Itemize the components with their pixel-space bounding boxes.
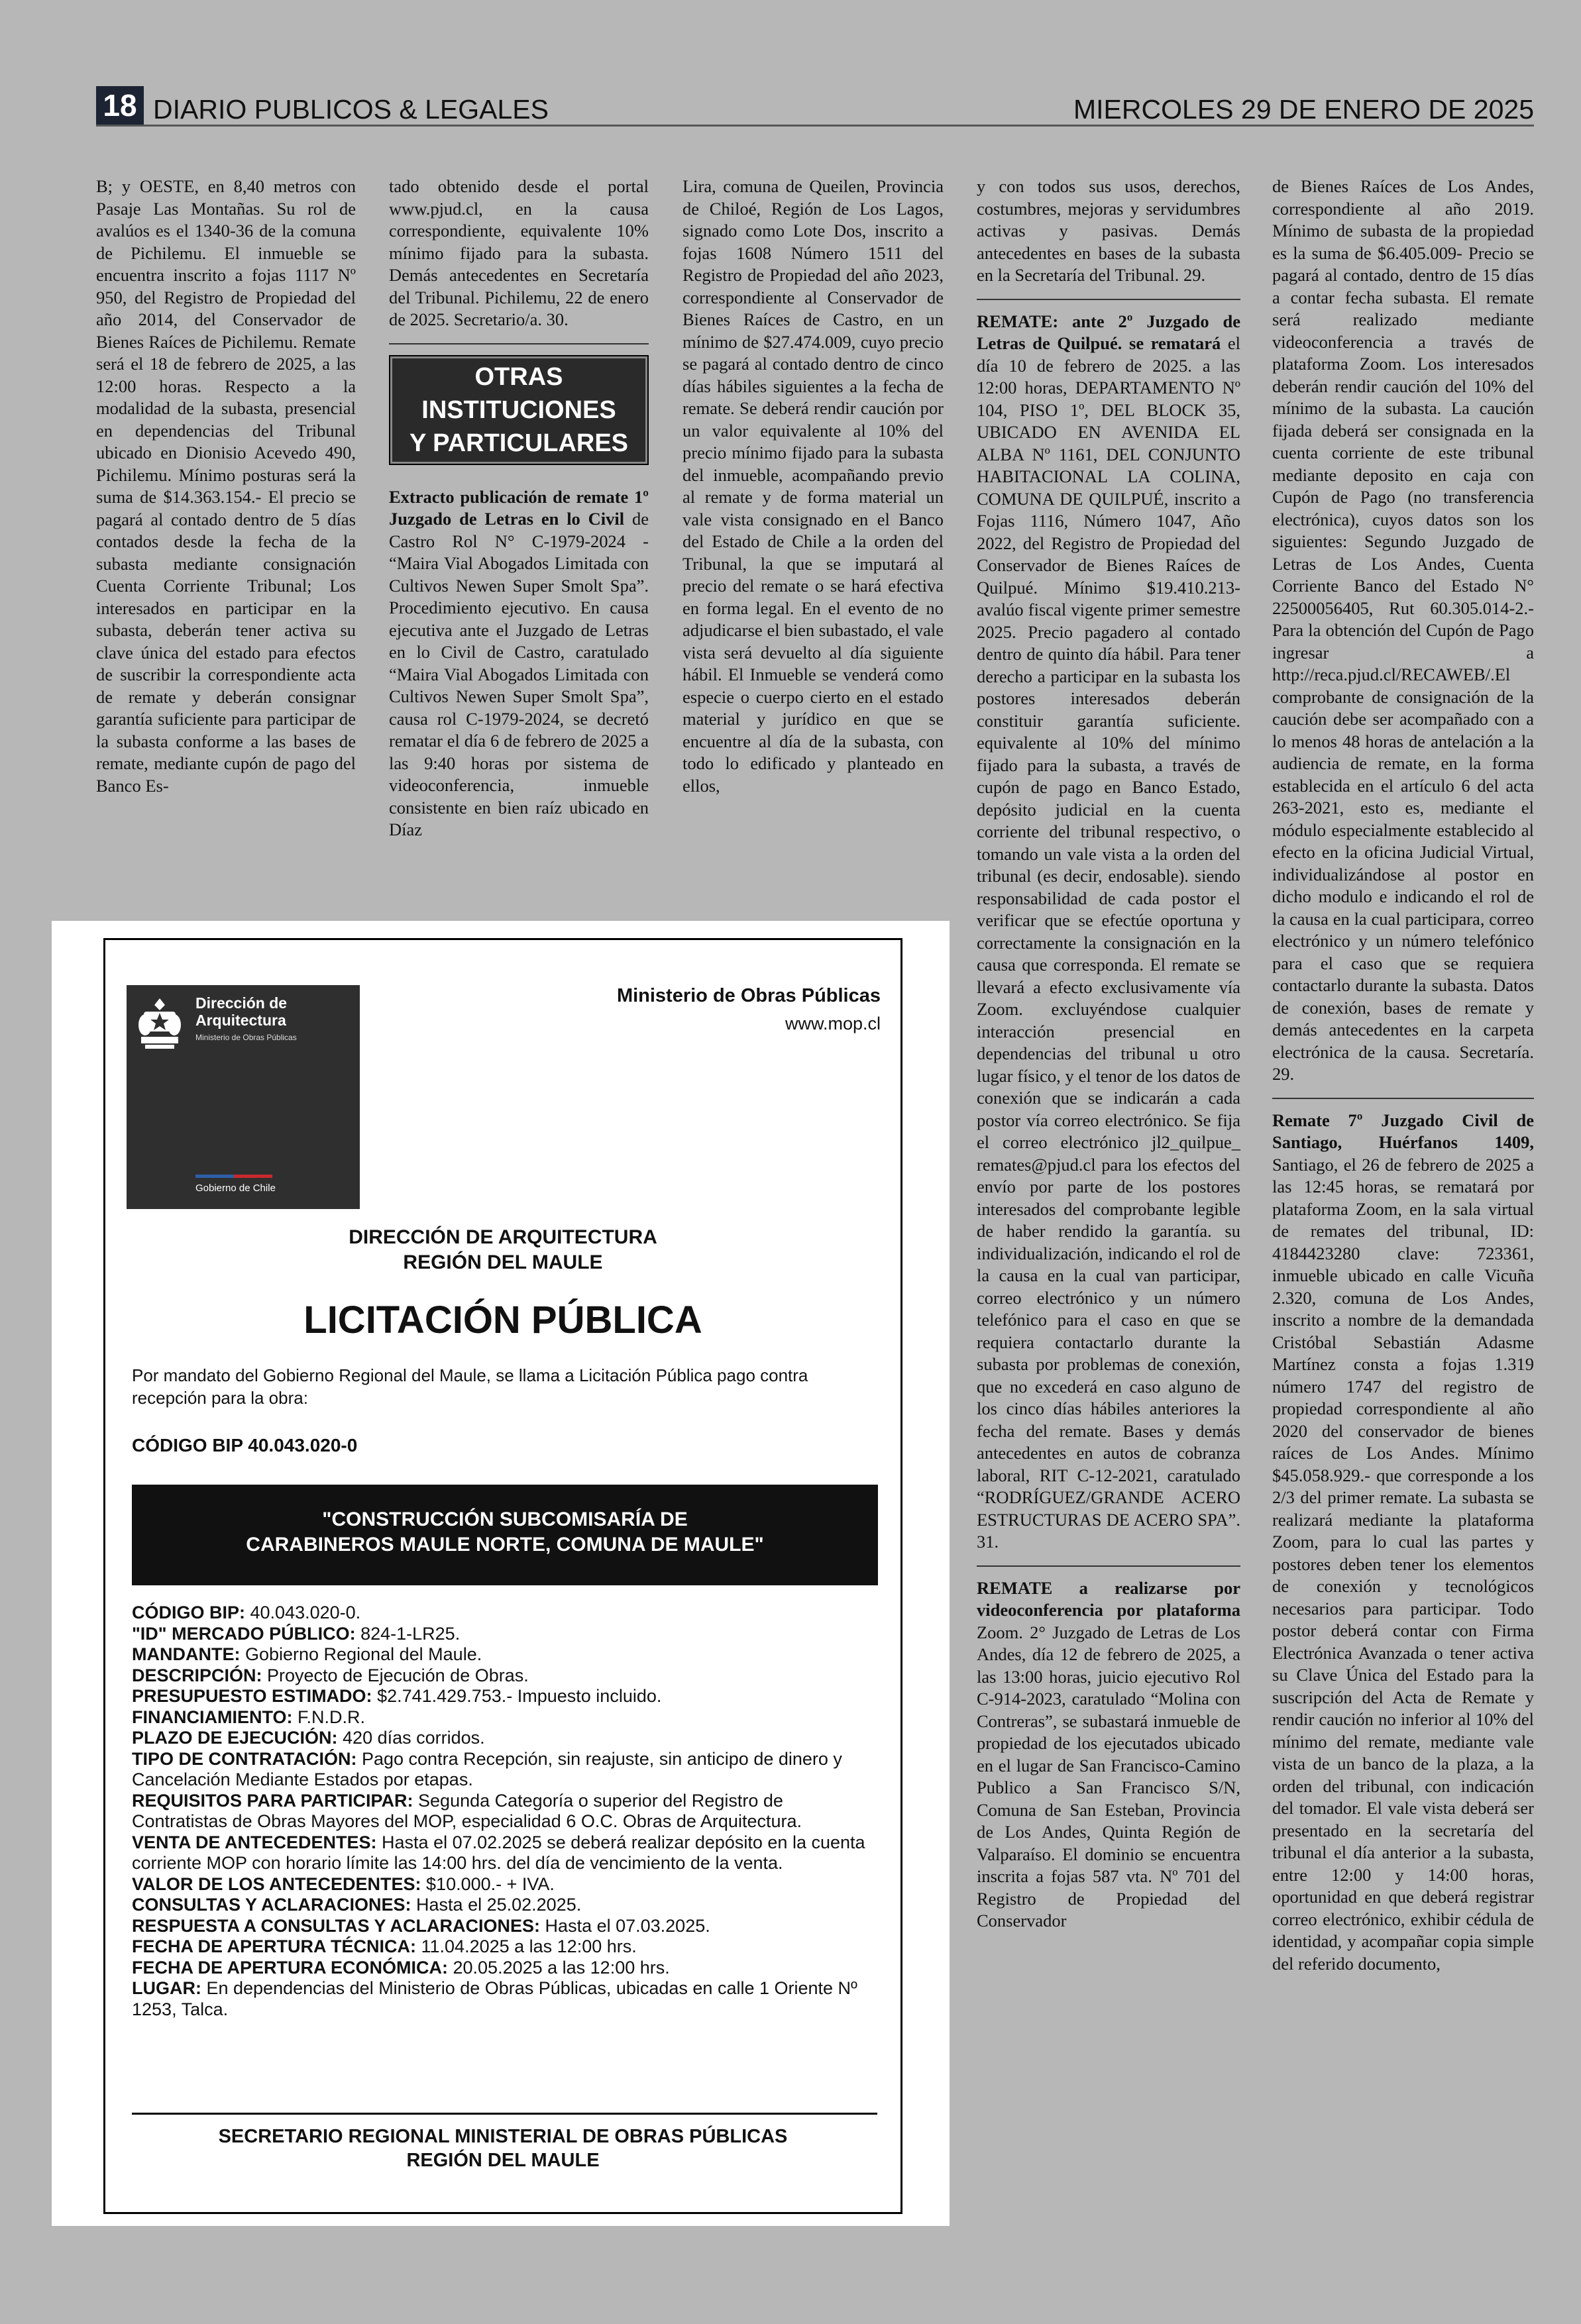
detail-value: 20.05.2025 a las 12:00 hrs. xyxy=(448,1957,670,1978)
detail-value: Hasta el 07.02.2025 se deberá realizar depósito en la cuenta corriente MOP con horario límite las 14:00 hrs. del día de vencimiento de la venta. xyxy=(132,1832,865,1873)
flag-stripe-red xyxy=(234,1175,272,1178)
flag-stripe-blue xyxy=(195,1175,234,1178)
government-label: Gobierno de Chile xyxy=(195,1183,276,1194)
ad-main-title: LICITACIÓN PÚBLICA xyxy=(303,1298,702,1342)
notice-text: B; y OESTE, en 8,40 metros con Pasaje Las Montañas. Su rol de avalúos es el 1340-36 de la comuna de Pichilemu. El inmueble se encuentra inscrito a fojas 1117 Nº 950, del Registro de Propiedad del año 2014, del Conservador de Bienes Raíces de Pichilemu. Remate será el 18 de febrero de 2025, a las 12:00 horas. Respecto a la modalidad de la subasta, presencial en dependencias del Tribunal ubicado en Dionisio Acevedo 490, Pichilemu. Mínimo posturas será la suma de $14.363.154.- El precio se pagará al contado dentro de 5 días contados desde la fecha de la subasta mediante consignación Cuenta Corriente Tribunal; Los interesados en participar en la subasta, deberán tener activa su clave única del estado para efectos de suscribir la correspondiente acta de remate y deberán consignar garantía suficiente para participar de la subasta conforme a las bases de remate, mediante cupón de pago del Banco Es- xyxy=(96,176,356,796)
tender-detail-row xyxy=(132,1728,877,1749)
tender-detail-row xyxy=(132,1603,877,1624)
detail-label: PLAZO DE EJECUCIÓN: xyxy=(132,1728,338,1748)
notice-text xyxy=(389,486,649,841)
signature-region: REGIÓN DEL MAULE xyxy=(406,2150,600,2171)
logo-title: Dirección de Arquitectura xyxy=(195,994,288,1029)
logo-subtitle: Ministerio de Obras Públicas xyxy=(195,1033,297,1042)
tender-detail-row xyxy=(132,1958,877,1979)
notice-text xyxy=(977,1577,1240,1932)
column-1 xyxy=(96,176,356,797)
divider xyxy=(1272,1098,1534,1099)
detail-label: CONSULTAS Y ACLARACIONES: xyxy=(132,1895,411,1915)
tender-detail-row xyxy=(132,1936,877,1958)
tender-detail-row xyxy=(132,1916,877,1937)
detail-label: FECHA DE APERTURA ECONÓMICA: xyxy=(132,1957,448,1978)
tender-detail-row xyxy=(132,1832,877,1874)
detail-label: MANDANTE: xyxy=(132,1644,241,1664)
tender-detail-row xyxy=(132,1874,877,1895)
detail-label: VENTA DE ANTECEDENTES: xyxy=(132,1832,377,1852)
divider xyxy=(977,299,1240,300)
detail-value: 824-1-LR25. xyxy=(355,1623,461,1644)
project-banner xyxy=(132,1485,878,1585)
tender-detail-row xyxy=(132,1978,877,2020)
tender-details xyxy=(132,1603,877,2020)
column-2 xyxy=(389,176,649,841)
detail-label: CÓDIGO BIP: xyxy=(132,1603,246,1622)
ad-frame xyxy=(103,938,902,2214)
detail-value: F.N.D.R. xyxy=(292,1707,366,1727)
notice-text xyxy=(977,311,1240,1554)
notice-body: de Castro Rol N° C-1979-2024 - “Maira Vial Abogados Limitada con Cultivos Newen Super Smolt Spa”. Procedimiento ejecutivo. En causa ejecutiva ante el Juzgado de Letras en lo Civil de Castro, caratulado “Maira Vial Abogados Limitada con Cultivos Newen Super Smolt Spa”, causa rol C-1979-2024, se decretó rematar el día 6 de febrero de 2025 a las 9:40 horas por sistema de videoconferencia, inmueble consistente en bien raíz ubicado en Díaz xyxy=(389,509,649,839)
project-name-line: CARABINEROS MAULE NORTE, COMUNA DE MAULE" xyxy=(246,1534,764,1556)
advertisement xyxy=(52,921,950,2226)
notice-lead: REMATE a realizarse por videoconferencia por plataforma xyxy=(977,1577,1240,1620)
detail-value: 11.04.2025 a las 12:00 hrs. xyxy=(416,1936,637,1956)
detail-label: RESPUESTA A CONSULTAS Y ACLARACIONES: xyxy=(132,1915,541,1936)
signature-title: SECRETARIO REGIONAL MINISTERIAL DE OBRAS PÚBLICAS xyxy=(218,2126,788,2147)
notice-lead: Remate 7º Juzgado Civil de Santiago, Huérfanos 1409, xyxy=(1272,1110,1534,1152)
divider xyxy=(977,1565,1240,1567)
notice-text: y con todos sus usos, derechos, costumbres, mejoras y servidumbres activas y pasivas. Demás antecedentes en bases de la subasta en la Secretaría del Tribunal. 29. xyxy=(977,176,1240,285)
detail-value: Segunda Categoría o superior del Registro de Contratistas de Obras Mayores del MOP, especialidad 6 O.C. Obras de Arquitectura. xyxy=(132,1790,802,1831)
detail-value: Pago contra Recepción, sin reajuste, sin anticipo de dinero y Cancelación Mediante Estados por etapas. xyxy=(132,1748,842,1789)
detail-value: Hasta el 25.02.2025. xyxy=(411,1895,582,1915)
tender-detail-row xyxy=(132,1624,877,1645)
notice-text: tado obtenido desde el portal www.pjud.cl, en la causa correspondiente, equivalente 10% mínimo fijado para la subasta. Demás antecedentes en Secretaría del Tribunal. Pichilemu, 22 de enero de 2025. Secretario/a. 30. xyxy=(389,176,649,329)
ministry-name: Ministerio de Obras Públicas xyxy=(616,985,881,1006)
detail-label: FINANCIAMIENTO: xyxy=(132,1707,293,1727)
coat-of-arms-icon xyxy=(136,996,184,1053)
divider xyxy=(132,2113,877,2115)
tender-detail-row xyxy=(132,1665,877,1687)
notice-lead: Extracto publicación de remate 1º Juzgado de Letras en lo Civil xyxy=(389,486,649,529)
ad-intro: Por mandato del Gobierno Regional del Maule, se llama a Licitación Pública pago contra recepción para la obra: xyxy=(132,1365,808,1408)
tender-detail-row xyxy=(132,1895,877,1916)
notice-lead: REMATE: ante 2º Juzgado de Letras de Quilpué. se rematará xyxy=(977,311,1240,353)
detail-value: En dependencias del Ministerio de Obras Públicas, ubicadas en calle 1 Oriente Nº 1253, Talca. xyxy=(132,1978,857,2019)
detail-value: Gobierno Regional del Maule. xyxy=(240,1644,482,1664)
tender-detail-row xyxy=(132,1644,877,1665)
detail-value: 420 días corridos. xyxy=(337,1728,485,1748)
project-name-line: "CONSTRUCCIÓN SUBCOMISARÍA DE xyxy=(322,1508,688,1530)
column-4 xyxy=(977,176,1240,1932)
notice-text xyxy=(1272,1110,1534,1976)
notice-text: Lira, comuna de Queilen, Provincia de Chiloé, Región de Los Lagos, signado como Lote Dos, inscrito a fojas 1608 Número 1511 del Registro de Propiedad del año 2023, correspondiente al Conservador de Bienes Raíces de Castro, en un mínimo de $27.474.009, cuyo precio se pagará al contado dentro de cinco días hábiles siguientes a la fecha de remate. Se deberá rendir caución por un valor equivalente al 10% del precio mínimo fijado para la subasta del inmueble, acompañando previo al remate y de forma material un vale vista consignado en el Banco del Estado de Chile a la orden del Tribunal, la que se imputará al precio del remate o se hará efectiva en forma legal. En el evento de no adjudicarse el bien subastado, el vale vista será devuelto al día siguiente hábil. El Inmueble se venderá como especie o cuerpo cierto en el estado material y jurídico en que se encuentre al día de la subasta, con todo lo edificado y planteado en ellos, xyxy=(682,176,944,796)
notice-body: Zoom. 2° Juzgado de Letras de Los Andes, día 12 de febrero de 2025, a las 13:00 horas, juicio ejecutivo Rol C-914-2023, caratulado “Molina con Contreras”, se subastará inmueble de propiedad de los ejecutados ubicado en el lugar de San Francisco-Camino Publico a San Francisco S/N, Comuna de San Esteban, Provincia de Los Andes, Quinta Región de Valparaíso. El dominio se encuentra inscrita a fojas 587 vta. Nº 701 del Registro de Propiedad del Conservador xyxy=(977,1622,1240,1930)
issue-date: MIERCOLES 29 DE ENERO DE 2025 xyxy=(1073,94,1534,125)
detail-label: LUGAR: xyxy=(132,1978,201,1998)
page-number: 18 xyxy=(96,86,144,125)
notice-text: de Bienes Raíces de Los Andes, correspondiente al año 2019. Mínimo de subasta de la propiedad es la suma de $6.405.009- Precio se pagará al contado, dentro de 15 días a contar fecha subasta. El remate será realizado mediante videoconferencia a través de plataforma Zoom. Los interesados deberán rendir caución del 10% del mínimo de la subasta. La caución fijada deberá ser consignada en la cuenta corriente de este tribunal mediante deposito en caja con Cupón de Pago (no transferencia electrónica), cuyos datos son los siguientes: Segundo Juzgado de Letras de Los Andes, Cuenta Corriente Banco del Estado N° 22500056405, Rut 60.305.014-2.- Para la obtención del Cupón de Pago ingresar a http://reca.pjud.cl/RECAWEB/.El comprobante de consignación de la caución debe ser acompañado con a lo menos 48 horas de antelación a la audiencia de remate, en la forma establecida en el artículo 6 del acta 263-2021, esto es, mediante el módulo especialmente establecido al efecto en la oficina Judicial Virtual, individualizándose al postor en dicho modulo e indicando el rol de la causa en la cual participara, correo electrónico y un número telefónico para el caso que se requiera contactarlo durante la subasta. Datos de conexión, bases de remate y demás antecedentes en la carpeta electrónica de la causa. Secretaría. 29. xyxy=(1272,176,1534,1084)
page-header xyxy=(96,86,1534,127)
notice-body: Santiago, el 26 de febrero de 2025 a las 12:45 horas, se rematará por plataforma Zoom, en la sala virtual de remates del tribunal, ID: 4184423280 clave: 723361, inmueble ubicado en calle Vicuña 2.320, comuna de Los Andes, inscrito a nombre de la demandada Cristóbal Sebastián Adasme Martínez consta a fojas 1.319 número 1747 del registro de propiedad correspondiente al año 2020 del conservador de bienes raíces de Los Andes. Mínimo $45.058.929.- que corresponde a los 2/3 del primer remate. La subasta se realizará mediante la plataforma Zoom, para lo cual las partes y postores deben tener los elementos de conexión y tecnológicos necesarios para participar. Todo postor deberá contar con Firma Electrónica Avanzada o tener activa su Clave Única del Estado para la suscripción del Acta de Remate y rendir caución no inferior al 10% del mínimo del remate, mediante vale vista de un banco de la plaza, a la orden del tribunal, con indicación del tomador. El vale vista deberá ser presentado en la secretaría del tribunal el día anterior a la subasta, entre 12:00 y 14:00 horas, oportunidad en que deberá registrar correo electrónico, exhibir cédula de identidad, y acompañar copia simple del referido documento, xyxy=(1272,1154,1534,1974)
detail-label: VALOR DE LOS ANTECEDENTES: xyxy=(132,1874,421,1894)
divider xyxy=(389,343,649,344)
tender-detail-row xyxy=(132,1749,877,1791)
tender-detail-row xyxy=(132,1707,877,1728)
section-heading-line: Y PARTICULARES xyxy=(409,429,629,457)
tender-detail-row xyxy=(132,1791,877,1832)
mop-logo-block xyxy=(127,985,360,1209)
bip-code: CÓDIGO BIP 40.043.020-0 xyxy=(132,1435,358,1455)
detail-label: DESCRIPCIÓN: xyxy=(132,1665,262,1685)
detail-value: $2.741.429.753.- Impuesto incluido. xyxy=(372,1686,662,1706)
detail-label: PRESUPUESTO ESTIMADO: xyxy=(132,1686,372,1706)
section-heading-line: OTRAS INSTITUCIONES xyxy=(421,362,616,424)
detail-label: TIPO DE CONTRATACIÓN: xyxy=(132,1748,357,1769)
publication-name: DIARIO PUBLICOS & LEGALES xyxy=(153,94,549,125)
detail-label: FECHA DE APERTURA TÉCNICA: xyxy=(132,1936,416,1956)
detail-label: "ID" MERCADO PÚBLICO: xyxy=(132,1623,356,1644)
detail-value: Hasta el 07.03.2025. xyxy=(540,1915,710,1936)
column-5 xyxy=(1272,176,1534,1975)
tender-detail-row xyxy=(132,1686,877,1707)
ministry-website: www.mop.cl xyxy=(785,1014,881,1033)
detail-label: REQUISITOS PARA PARTICIPAR: xyxy=(132,1790,413,1811)
detail-value: $10.000.- + IVA. xyxy=(421,1874,555,1894)
ad-heading: DIRECCIÓN DE ARQUITECTURA xyxy=(349,1226,657,1248)
ad-heading-region: REGIÓN DEL MAULE xyxy=(403,1251,603,1273)
section-heading xyxy=(389,355,649,465)
detail-value: 40.043.020-0. xyxy=(245,1603,361,1622)
notice-body: el día 10 de febrero de 2025. a las 12:00 horas, DEPARTAMENTO Nº 104, PISO 1º, DEL BLOCK 35, UBICADO EN AVENIDA EL ALBA Nº 1161, DEL CONJUNTO HABITACIONAL LA COLINA, COMUNA DE QUILPUÉ, inscrito a Fojas 1116, Número 1047, Año 2022, del Registro de Propiedad del Conservador de Bienes Raíces de Quilpué. Mínimo $19.410.213- avalúo fiscal vigente primer semestre 2025. Precio pagadero al contado dentro de quinto día hábil. Para tener derecho a participar en la subasta los postores interesados deberán constituir garantía suficiente. equivalente al 10% del mínimo fijado para la subasta, a través de cupón de pago en Banco Estado, depósito judicial en la cuenta corriente del tribunal respectivo, o tomando un vale vista a la orden del tribunal (es decir, endosable). siendo responsabilidad de cada postor el verificar que se efectúe oportuna y correctamente la consignación en la causa que corresponda. El remate se llevará a efecto exclusivamente vía Zoom. excluyéndose cualquier interacción presencial en dependencias del tribunal u otro lugar físico, y el tenor de los datos de conexión que se indicarán a cada postor vía correo electrónico. Se fija el correo electrónico jl2_quilpue_ remates@pjud.cl para los efectos del envío por parte de los postores interesados del comprobante legible de haber rendido la garantía. su individualización, indicando el rol de la causa en la cual van participar, correo electrónico y un número telefónico para el caso en que se requiera contactarlo durante la subasta por problemas de conexión, que no excederá en caso alguno de los cinco días hábiles anteriores la fecha del remate. Bases y demás antecedentes en autos de cobranza laboral, RIT C-12-2021, caratulado “RODRÍGUEZ/GRANDE ACERO ESTRUCTURAS DE ACERO SPA”. 31. xyxy=(977,333,1241,1552)
column-3 xyxy=(682,176,944,797)
detail-value: Proyecto de Ejecución de Obras. xyxy=(262,1665,529,1685)
